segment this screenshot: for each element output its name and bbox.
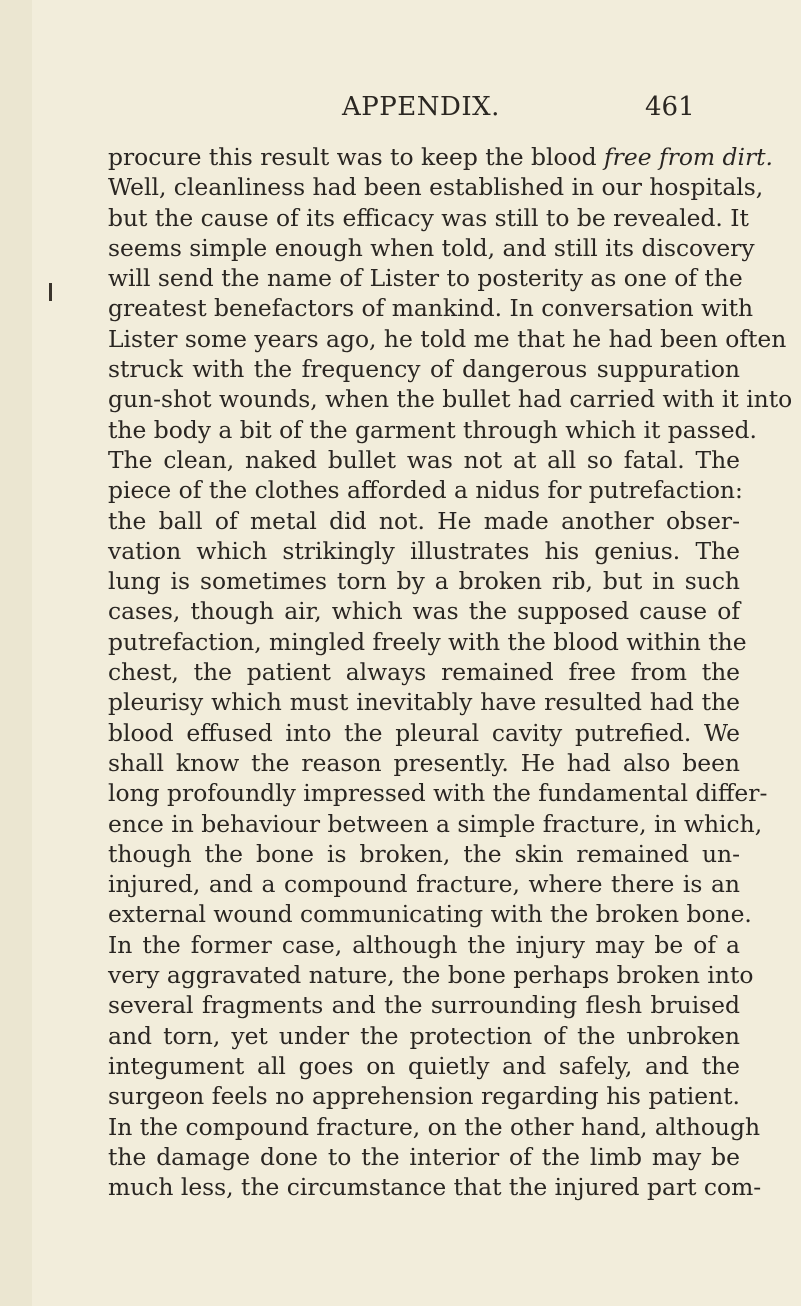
text-line: Well, cleanliness had been established in our hospitals,	[108, 173, 764, 202]
text-line: and torn, yet under the protection of the unbroken	[108, 1021, 740, 1050]
body-text	[108, 142, 793, 1202]
text-line: the body a bit of the garment through which it passed.	[108, 415, 757, 444]
text-line: though the bone is broken, the skin remained un-	[108, 839, 740, 868]
emphasis-text: free from dirt.	[604, 143, 773, 171]
text-line: much less, the circumstance that the injured part com-	[108, 1173, 762, 1202]
text-line	[108, 142, 773, 172]
text-line: blood effused into the pleural cavity putrefied. We	[108, 718, 740, 747]
text-line: In the former case, although the injury may be of a	[108, 930, 740, 959]
text-line: external wound communicating with the broken bone.	[108, 900, 752, 929]
text-line: the ball of metal did not. He made another obser-	[108, 506, 740, 535]
text-line: injured, and a compound fracture, where there is an	[108, 870, 740, 899]
text-line: struck with the frequency of dangerous suppuration	[108, 355, 740, 384]
text-line: long profoundly impressed with the fundamental differ-	[108, 779, 768, 808]
text-line: gun-shot wounds, when the bullet had carried with it into	[108, 385, 793, 414]
text-line: piece of the clothes afforded a nidus for putrefaction:	[108, 476, 743, 505]
text-line: seems simple enough when told, and still its discovery	[108, 233, 755, 262]
text-line: surgeon feels no apprehension regarding his patient.	[108, 1082, 740, 1111]
text-line: greatest benefactors of mankind. In conversation with	[108, 294, 754, 323]
running-head	[0, 92, 801, 132]
text-line: ence in behaviour between a simple fracture, in which,	[108, 809, 763, 838]
text-line-roman: procure this result was to keep the blood	[108, 143, 597, 171]
text-line: The clean, naked bullet was not at all so fatal. The	[108, 445, 740, 474]
text-line: vation which strikingly illustrates his genius. The	[108, 536, 740, 565]
page-gutter	[0, 0, 32, 1306]
page-number: 461	[645, 92, 695, 122]
text-line: chest, the patient always remained free from the	[108, 658, 740, 687]
text-line: several fragments and the surrounding flesh bruised	[108, 991, 740, 1020]
text-line: pleurisy which must inevitably have resulted had the	[108, 688, 740, 717]
text-line: but the cause of its efficacy was still to be revealed. It	[108, 203, 749, 232]
text-line: In the compound fracture, on the other hand, although	[108, 1112, 761, 1141]
text-line: shall know the reason presently. He had also been	[108, 748, 740, 777]
text-line: will send the name of Lister to posterity as one of the	[108, 264, 743, 293]
text-line: cases, though air, which was the supposed cause of	[108, 597, 740, 626]
text-line: integument all goes on quietly and safely, and the	[108, 1051, 740, 1080]
text-line: Lister some years ago, he told me that he had been often	[108, 324, 787, 353]
margin-mark	[49, 283, 52, 301]
running-title: APPENDIX.	[342, 92, 500, 122]
text-line: very aggravated nature, the bone perhaps broken into	[108, 961, 754, 990]
text-line: lung is sometimes torn by a broken rib, but in such	[108, 567, 740, 596]
text-line: putrefaction, mingled freely with the blood within the	[108, 627, 747, 656]
text-line: the damage done to the interior of the limb may be	[108, 1142, 740, 1171]
